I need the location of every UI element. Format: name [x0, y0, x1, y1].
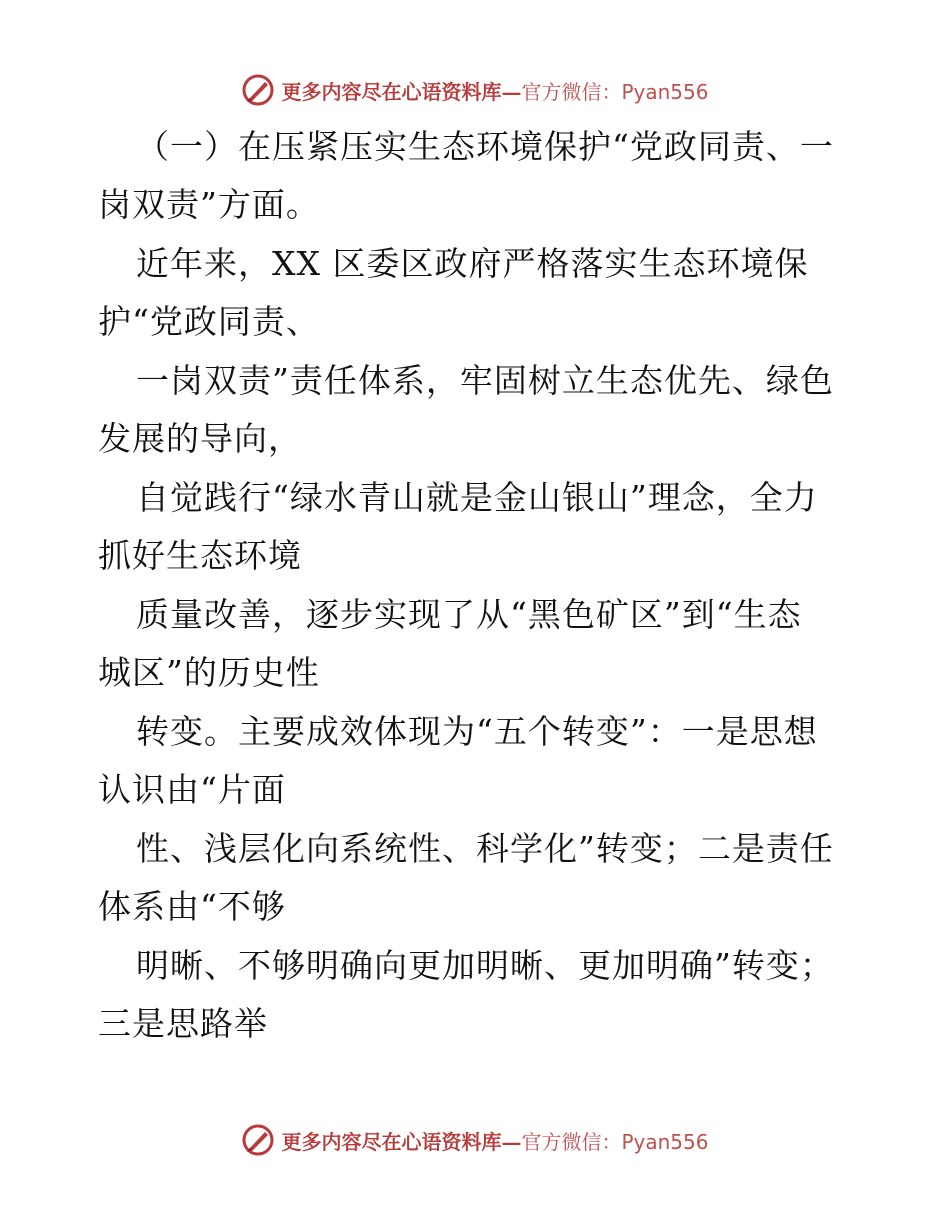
body-line: 三是思路举 [98, 1004, 268, 1043]
body-line: 性、浅层化向系统性、科学化”转变；二是责任 [136, 829, 834, 868]
quill-pen-logo-icon [241, 73, 275, 107]
body-line: 认识由“片面 [98, 770, 286, 809]
quill-pen-logo-icon [241, 1123, 275, 1157]
banner-text [281, 76, 708, 105]
header-banner [0, 70, 950, 110]
body-line: （一）在压紧压实生态环境保护“党政同责、一 [136, 127, 834, 166]
banner-site-text: 更多内容尽在心语资料库 [281, 1129, 502, 1154]
body-line: 发展的导向， [98, 419, 302, 458]
body-line: 自觉践行“绿水青山就是金山银山”理念，全力 [136, 478, 818, 517]
footer-banner [0, 1120, 950, 1160]
banner-text [281, 1126, 708, 1155]
body-line: 一岗双责”责任体系，牢固树立生态优先、绿色 [136, 361, 834, 400]
banner-dash: — [501, 79, 522, 104]
body-line: 岗双责”方面。 [98, 185, 320, 224]
body-line: 护“党政同责、 [98, 302, 320, 341]
banner-dash: — [501, 1129, 522, 1154]
banner-contact-text: 官方微信：Pyan556 [521, 1129, 709, 1154]
banner-contact-text: 官方微信：Pyan556 [521, 79, 709, 104]
banner-site-text: 更多内容尽在心语资料库 [281, 79, 502, 104]
body-line: 城区”的历史性 [98, 653, 320, 692]
body-line: 转变。主要成效体现为“五个转变”：一是思想 [136, 712, 818, 751]
body-line: 体系由“不够 [98, 887, 286, 926]
body-line: 近年来，XX 区委区政府严格落实生态环境保 [136, 244, 809, 283]
body-line: 质量改善，逐步实现了从“黑色矿区”到“生态 [136, 595, 802, 634]
body-line: 抓好生态环境 [98, 536, 302, 575]
body-line: 明晰、不够明确向更加明晰、更加明确”转变； [136, 946, 834, 985]
